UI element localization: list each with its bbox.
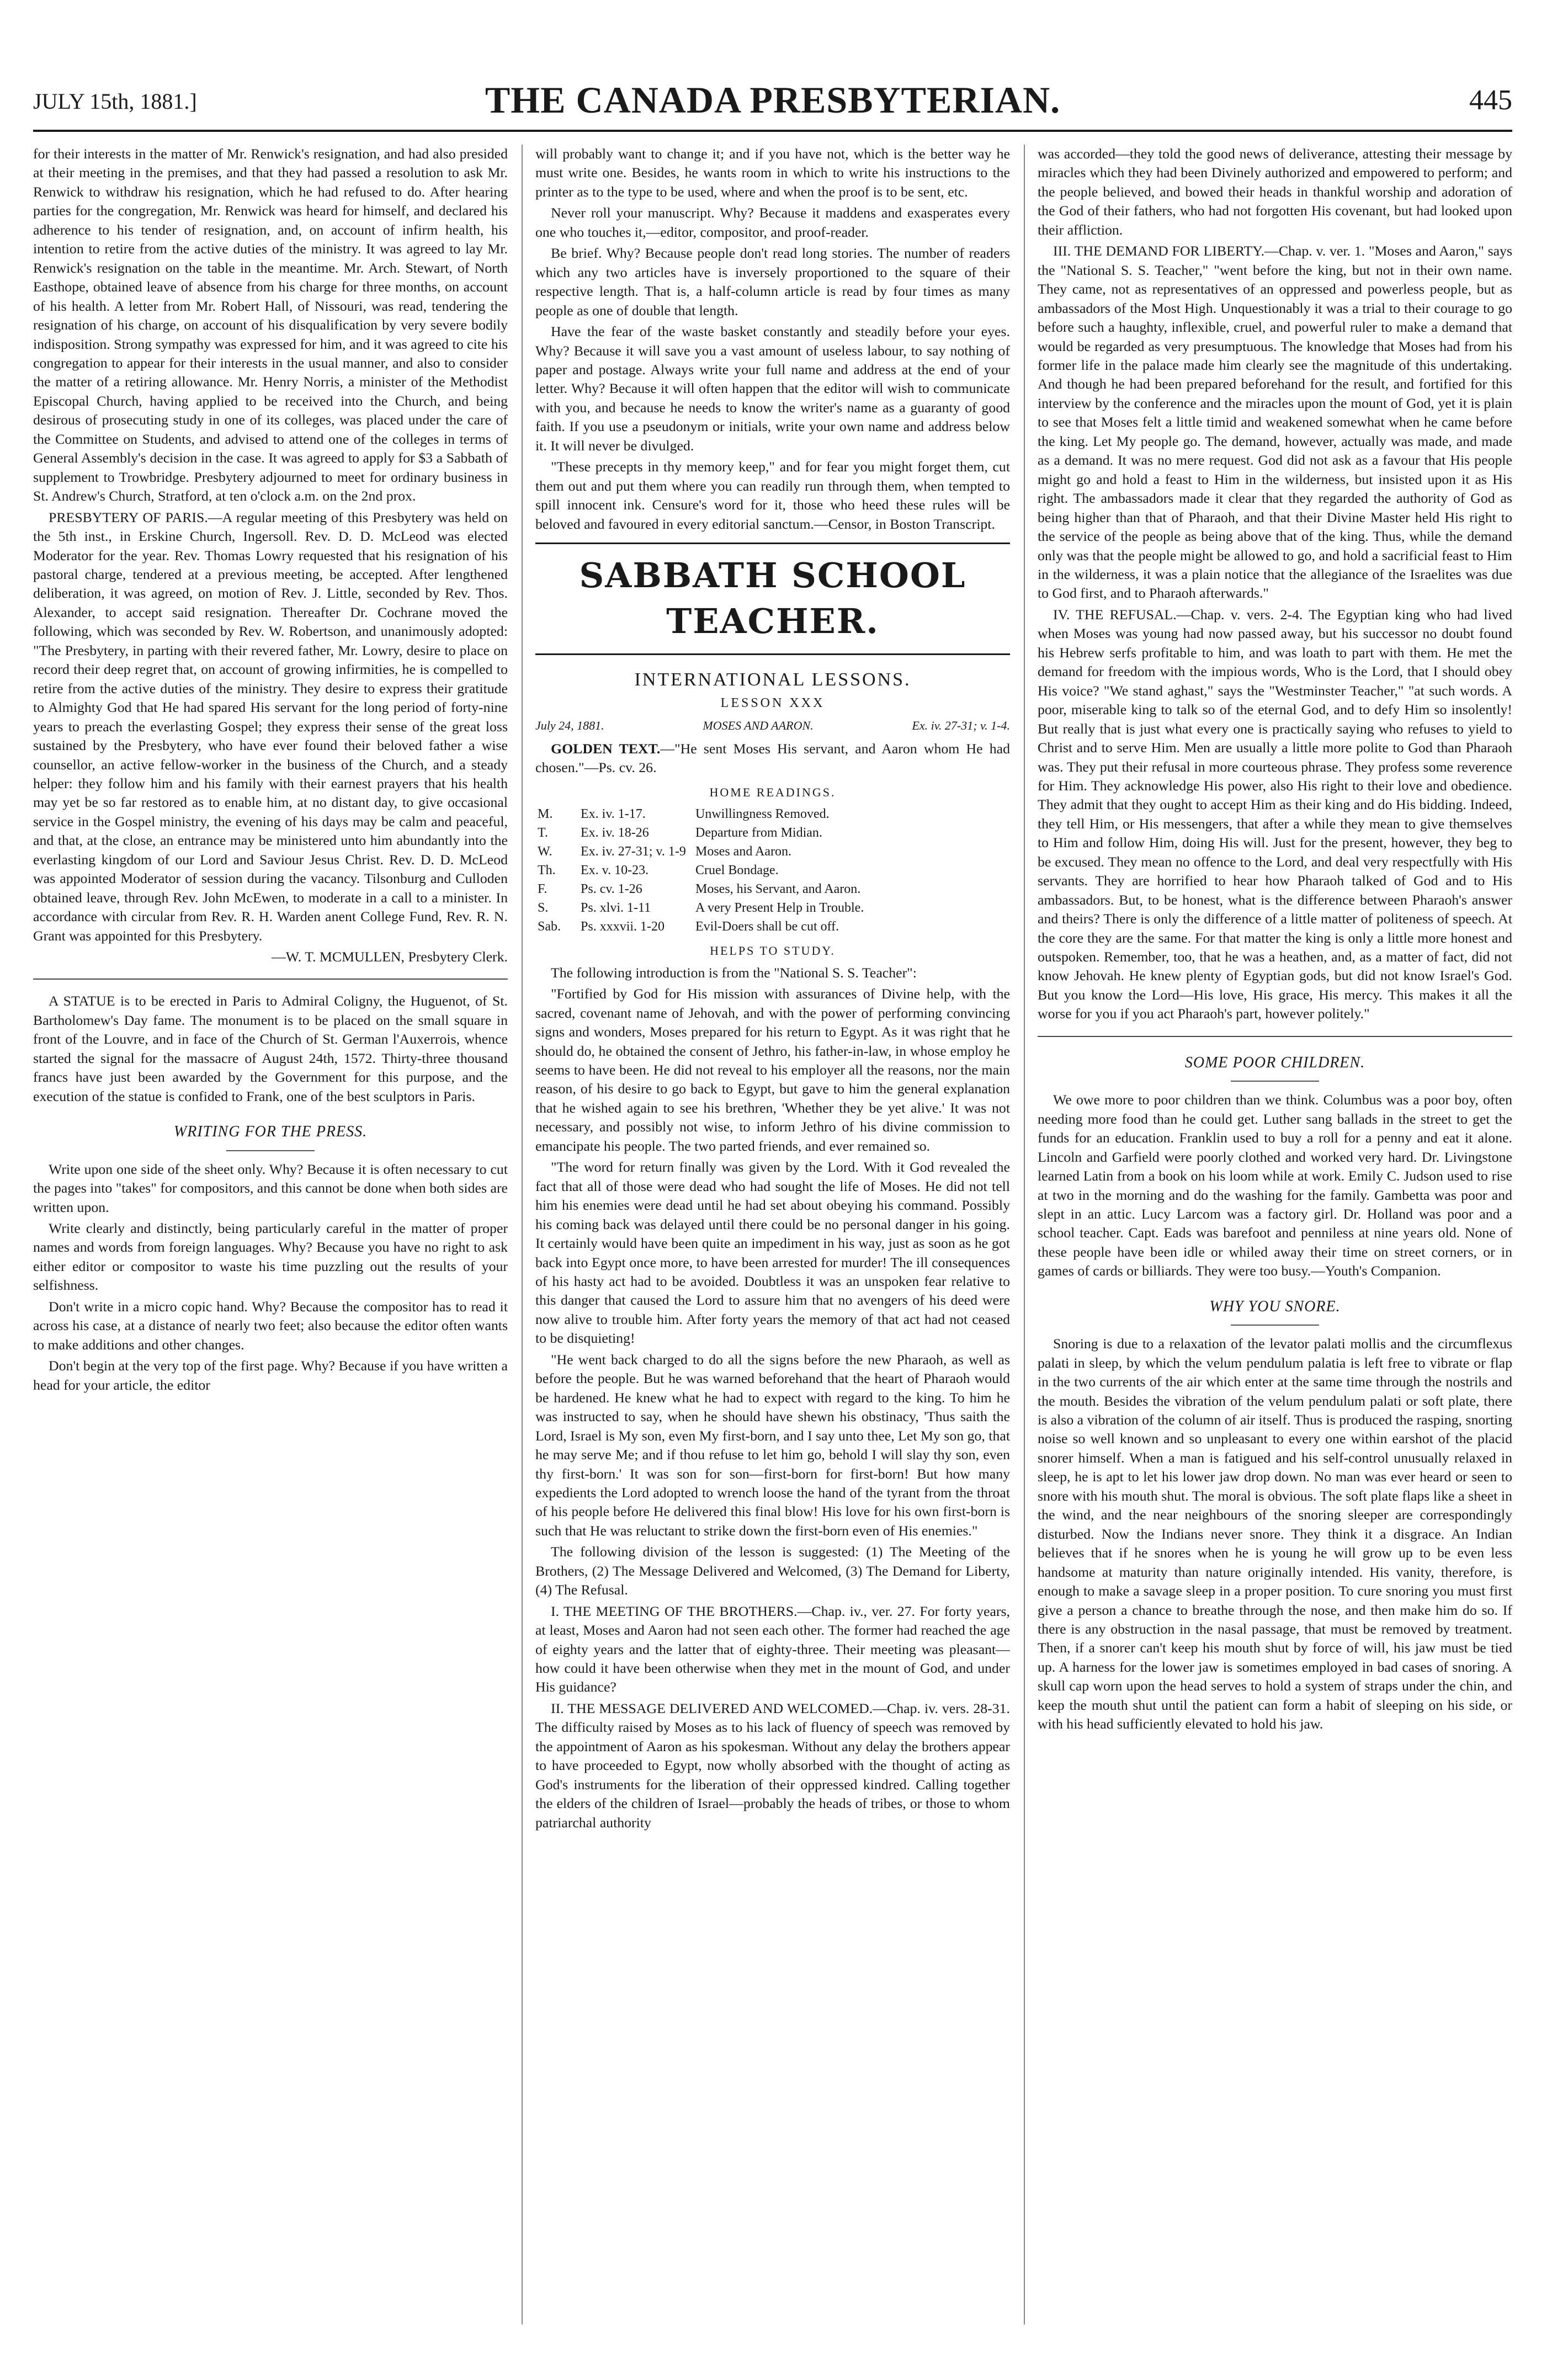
page-header (33, 77, 1512, 121)
reading-ref: Ex. iv. 1-17. (581, 806, 646, 821)
heading-rule (1231, 1081, 1319, 1082)
reading-title: Unwillingness Removed. (695, 806, 830, 821)
reading-row (535, 880, 1010, 898)
reading-title: Departure from Midian. (695, 825, 822, 840)
column-2 (535, 145, 1010, 2325)
reading-day: Sab. (538, 919, 561, 934)
golden-text-label: GOLDEN TEXT. (551, 740, 661, 757)
reading-title: Moses, his Servant, and Aaron. (695, 882, 861, 897)
page-number: 445 (1469, 84, 1512, 116)
paragraph: Write clearly and distinctly, being particularly careful in the matter of proper names and words from foreign languages. Why? Because you have no right to ask either editor or compositor to waste his time puzzling out the results of your selfishness. (33, 1220, 508, 1294)
lesson-reference: Ex. iv. 27-31; v. 1-4. (912, 719, 1010, 733)
paragraph: We owe more to poor children than we think. Columbus was a poor boy, often needing more food than he could get. Luther sang ballads in the street to get the funds for an education. Franklin used to buy a roll for a penny and eat it alone. Lincoln and Garfield were poorly clothed and worked very hard. Dr. Livingstone learned Latin from a book on his loom while at work. Emily C. Judson used to rise at two in the morning and do the washing for the family. Gambetta was poor and slept in an attic. Lucy Larcom was a factory girl. Dr. Holland was poor and a school teacher. Capt. Eads was barefoot and penniless at nine years old. None of these people have been idle or whiled away their time on street corners, or in games of cards or billiards. They were too busy.—Youth's Companion. (1038, 1092, 1512, 1279)
reading-ref: Ps. cv. 1-26 (581, 882, 642, 897)
column-divider-1 (522, 145, 523, 2325)
golden-text-body: —"He sent Moses His servant, and Aaron whom He had chosen."—Ps. cv. 26. (535, 740, 1010, 776)
paragraph: "Fortified by God for His mission with assurances of Divine help, with the sacred, covenant name of Jehovah, and with the power of performing convincing signs and wonders, Moses prepared for his return to Egypt. As it was right that he should do, he obtained the consent of Jethro, his father-in-law, in whose employ he seems to have been. He did not reveal to his employer all the reasons, nor the main reason, of his desire to go back to Egypt, but gave to him the general explanation that he wished again to see his brethren, 'Whether they be yet alive.' It was not necessary, and possibly not wise, to inform Jethro of his divine commission to emancipate his people. The two parted friends, and ever remained so. (535, 986, 1010, 1154)
paragraph: Write upon one side of the sheet only. Why? Because it is often necessary to cut the pages into "takes" for compositors, and this cannot be done when both sides are written upon. (33, 1161, 508, 1215)
reading-day: W. (538, 844, 552, 859)
paragraph: "The word for return finally was given by the Lord. With it God revealed the fact that all of those were dead who had sought the life of Moses. He did not tell him his enemies were dead until he had set about obeying his command. Possibly his coming back was delayed until there could be no personal danger in his going. It certainly would have been quite an impediment in his way, just as soon as he got back into Egypt once more, to have been arrested for murder! The ill consequences of his hasty act had to be avoided. Doubtless it was an unspoken fear relative to this danger that caused the Lord to assure him that no avengers of his deed were now alive to trouble him. After forty years the memory of that act had not ceased to be disquieting! (535, 1159, 1010, 1347)
column-divider-2 (1024, 145, 1025, 2325)
paragraph: Don't write in a micro copic hand. Why? Because the compositor has to read it across his case, at a distance of nearly two feet; also because the editor often wants to make additions and other changes. (33, 1298, 508, 1353)
paragraph: PRESBYTERY OF PARIS.—A regular meeting of this Presbytery was held on the 5th inst., in Erskine Church, Ingersoll. Rev. D. D. McLeod was elected Moderator for the year. Rev. Thomas Lowry requested that his resignation of his pastoral charge, tendered at a previous meeting, be accepted. After lengthened deliberation, it was agreed, on motion of Rev. J. Little, seconded by Rev. Thos. Alexander, to accept said resignation. Thereafter Dr. Cochrane moved the following, which was seconded by Rev. W. Robertson, and unanimously adopted: "The Presbytery, in parting with their revered father, Mr. Lowry, desire to place on record their deep regret that, on account of growing infirmities, he is compelled to retire from the active duties of the ministry. They desire to express their gratitude to Almighty God that He had spared His servant for the long period of forty-nine years to preach the everlasting Gospel; they express their sense of the great loss sustained by the Presbytery, who have ever found their beloved father a wise counsellor, an active fellow-worker in the business of the Church, and a steady helper: they follow him and his family with their earnest prayers that his health may yet be so far restored as to enable him, at no distant day, to give occasional service in the Gospel ministry, the evening of his days may be calm and peaceful, and that, at the close, an entrance may be ministered unto him abundantly into the everlasting kingdom of our Lord and Saviour Jesus Christ. Rev. D. D. McLeod was appointed Moderator of session during the vacancy. Tilsonburg and Culloden obtained leave, through Rev. John McEwen, to moderate in a call to a minister. In accordance with circular from Rev. R. H. Warden anent College Fund, Rev. R. N. Grant was appointed for this Presbytery. (33, 509, 508, 944)
reading-row (535, 917, 1010, 936)
lesson-number: LESSON XXX (720, 696, 825, 711)
reading-row (535, 823, 1010, 842)
section-heading: SOME POOR CHILDREN. (1184, 1054, 1365, 1071)
reading-title: Cruel Bondage. (695, 863, 779, 878)
section-heading: WHY YOU SNORE. (1209, 1297, 1341, 1315)
paragraph: I. THE MEETING OF THE BROTHERS.—Chap. iv., ver. 27. For forty years, at least, Moses and Aaron had not seen each other. The former had reached the age of eighty years and the latter that of eighty-three. Their meeting was pleasant—how could it have been otherwise when they met in the mount of God, and under His guidance? (535, 1603, 1010, 1695)
reading-ref: Ps. xxxvii. 1-20 (581, 919, 665, 934)
heading-rule (1231, 1325, 1319, 1326)
paragraph: for their interests in the matter of Mr. Renwick's resignation, and had also presided at their meeting in the premises, and that they had passed a resolution to ask Mr. Renwick to withdraw his resignation, which he had refused to do. After hearing parties for the congregation, Mr. Renwick was heard for himself, and declared his adherence to his tender of resignation, and, on account of infirm health, his intention to retire from the active duties of the ministry. It was agreed to lay Mr. Renwick's resignation on the table in the meantime. Mr. Arch. Stewart, of North Easthope, obtained leave of absence from his charge for three months, on account of his health. A letter from Mr. Robert Hall, of Nissouri, was read, tendering the resignation of his charge, on account of his disqualification by very severe bodily indisposition. Strong sympathy was expressed for him, and it was agreed to cite his congregation to appear for their interests in the usual manner, and also to consider the matter of a retiring allowance. Mr. Henry Norris, a minister of the Methodist Episcopal Church, having applied to be received into the Church, and being desirous of prosecuting study in one of its colleges, was placed under the care of the Committee on Students, and advised to attend one of the colleges in terms of General Assembly's decision in the case. It was agreed to apply for $3 a Sabbath of supplement to Trowbridge. Presbytery adjourned to meet for ordinary business in St. Andrew's Church, Stratford, at ten o'clock a.m. on the 2nd prox. (33, 146, 508, 504)
sabbath-school-banner: SABBATH SCHOOL TEACHER. (535, 543, 1010, 655)
reading-row (535, 861, 1010, 880)
lesson-name: MOSES AND AARON. (703, 719, 814, 733)
reading-day: F. (538, 882, 548, 897)
paragraph: will probably want to change it; and if you have not, which is the better way he must write one. Besides, he wants room in which to write his instructions to the printer as to the type to be used, where and when the proof is to be sent, etc. (535, 146, 1010, 200)
column-3 (1038, 145, 1512, 2325)
lesson-info (535, 717, 1010, 733)
paragraph: Be brief. Why? Because people don't read long stories. The number of readers which any two articles have is inversely proportioned to the square of their respective length. That is, a half-column article is read by four times as many people as one of double that length. (535, 245, 1010, 318)
section-heading: WRITING FOR THE PRESS. (173, 1123, 368, 1141)
paragraph: The following introduction is from the "National S. S. Teacher": (551, 964, 917, 981)
reading-row (535, 805, 1010, 823)
paragraph: "These precepts in thy memory keep," and for fear you might forget them, cut them out and put them where you can readily run through them, when tempted to spill innocent ink. Censure's word for it, those who heed these rules will be beloved and favoured in every editorial sanctum.—Censor, in Boston Transcript. (535, 459, 1010, 532)
reading-title: Moses and Aaron. (695, 844, 791, 859)
paragraph: "He went back charged to do all the signs before the new Pharaoh, as well as before the people. But he was warned beforehand that the heart of Pharaoh would be hardened. He knew what he had to expect with regard to the king. To him he was instructed to say, when he should have shewn his obstinacy, 'Thus saith the Lord, Israel is My son, even My first-born, and I say unto thee, Let My son go, that he may serve Me; and if thou refuse to let him go, behold I will slay thy son, even thy first-born.' It was son for son—first-born for first-born! But how many expedients the Lord adopted to wrench loose the hand of the tyrant from the throat of his people before He delivered this final blow! His love for his own first-born is such that He was reluctant to strike down the first-born even of His enemies." (535, 1351, 1010, 1539)
section-divider (33, 978, 508, 980)
reading-title: Evil-Doers shall be cut off. (695, 919, 839, 934)
paragraph: A STATUE is to be erected in Paris to Admiral Coligny, the Huguenot, of St. Bartholomew's Day fame. The monument is to be placed on the small square in front of the Louvre, and in face of the Church of St. German l'Auxerrois, whence started the signal for the massacre of August 24th, 1572. Thirty-three thousand francs have just been awarded by the Government for this purpose, and the execution of the statue is confided to Frank, one of the best sculptors in Paris. (33, 993, 508, 1104)
home-readings-title: HOME READINGS. (709, 785, 836, 799)
paragraph: IV. THE REFUSAL.—Chap. v. vers. 2-4. The Egyptian king who had lived when Moses was young had now passed away, but his successor no doubt found his Hebrew serfs profitable to him, and was loath to part with them. He met the demand for freedom with the impious words, Who is the Lord, that I should obey His voice? "We stand aghast," says the "Westminster Teacher," "at such words. A poor, miserable king to talk so of the eternal God, and to defy Him so insolently! But really that is just what every one is practically saying who refuses to yield to Christ and to serve Him. Men are usually a little more polite to God than Pharaoh was. They put their refusal in more courteous phrase. They profess some reverence for Him. They acknowledge His power, also His right to their love and obedience. They admit that they ought to accept Him as their king and do His bidding. Indeed, they tell Him, or His messengers, that after a while they mean to give themselves to Him and follow Him, doing His will. Just for the present, however, they beg to be excused. They mean no offence to the Lord, and deal very respectfully with His servants. They are horrified to hear how Pharaoh talked of God and to His ambassadors. But, to be honest, what is the difference between Pharaoh's answer and theirs? There is only the difference of a little matter of politeness of speech. At the core they are the same. For that matter the king is only a little more honest and outspoken. Remember, too, that he was a heathen, and, as a matter of fact, did not know Jehovah. He knew plenty of Egyptian gods, but did not know Israel's God. But you know the Lord—His love, His grace, His mercy. This makes it all the worse for you if you act Pharaoh's part, however politely." (1038, 606, 1512, 1022)
reading-title: A very Present Help in Trouble. (695, 901, 864, 916)
paragraph: The following division of the lesson is suggested: (1) The Meeting of the Brothers, (2) The Message Delivered and Welcomed, (3) The Demand for Liberty, (4) The Refusal. (535, 1544, 1010, 1598)
paragraph: Never roll your manuscript. Why? Because it maddens and exasperates every one who touches it,—editor, compositor, and proof-reader. (535, 205, 1010, 240)
reading-day: T. (538, 825, 548, 840)
reading-day: S. (538, 901, 549, 916)
issue-date: JULY 15th, 1881.] (33, 89, 197, 114)
home-readings-table (535, 805, 1010, 936)
paragraph: was accorded—they told the good news of deliverance, attesting their message by miracles which they had been Divinely authorized and empowered to perform; and the people believed, and bowed their heads in thankful worship and adoration of the God of their fathers, who had not forgotten His covenant, but had looked upon their affliction. (1038, 146, 1512, 238)
lesson-date: July 24, 1881. (535, 719, 604, 733)
reading-day: Th. (538, 863, 556, 878)
reading-day: M. (538, 806, 553, 821)
signature: —W. T. MCMULLEN, Presbytery Clerk. (271, 949, 508, 965)
column-1 (33, 145, 508, 2325)
reading-row (535, 898, 1010, 917)
paragraph: Don't begin at the very top of the first page. Why? Because if you have written a head for your article, the editor (33, 1358, 508, 1393)
reading-row (535, 842, 1010, 861)
reading-ref: Ex. iv. 18-26 (581, 825, 649, 840)
paragraph: Have the fear of the waste basket constantly and steadily before your eyes. Why? Because it will save you a vast amount of useless labour, to say nothing of paper and postage. Always write your full name and address at the end of your letter. Why? Because it will often happen that the editor will wish to communicate with you, and because he needs to know the writer's name as a guaranty of good faith. If you use a pseudonym or initials, write your own name and address below it. It will never be divulged. (535, 323, 1010, 454)
heading-rule (226, 1150, 315, 1151)
reading-ref: Ex. iv. 27-31; v. 1-9 (581, 844, 686, 859)
reading-ref: Ex. v. 10-23. (581, 863, 649, 878)
paragraph: II. THE MESSAGE DELIVERED AND WELCOMED.—Chap. iv. vers. 28-31. The difficulty raised by Moses as to his lack of fluency of speech was removed by the appointment of Aaron as his spokesman. Without any delay the brothers appear to have proceeded to Egypt, now wholly absorbed with the thought of acting as God's instruments for the liberation of their oppressed kindred. Calling together the elders of the children of Israel—probably the heads of tribes, or those to whom patriarchal authority (535, 1700, 1010, 1831)
lessons-title: INTERNATIONAL LESSONS. (634, 669, 911, 690)
section-divider (1038, 1036, 1512, 1037)
newspaper-title: THE CANADA PRESBYTERIAN. (485, 79, 1061, 121)
golden-text (535, 740, 1010, 778)
paragraph: III. THE DEMAND FOR LIBERTY.—Chap. v. ver. 1. "Moses and Aaron," says the "National S. S. Teacher," "went before the king, but not in their own name. They came, not as representatives of an oppressed and powerless people, but as ambassadors of the Most High. Unquestionably it was a trial to their courage to go before such a haughty, inflexible, cruel, and powerful ruler to make a demand that would be regarded as very presumptuous. The knowledge that Moses had from his former life in the palace made him clearly see the magnitude of this undertaking. And though he had been prepared beforehand for the result, and fortified for this interview by the conference and the miracles upon the mount of God, yet it is plain to see that Moses felt a little timid and weakened somewhat when he came before the king. Let My people go. The demand, however, actually was made, and made as a demand. It was no mere request. God did not ask as a favour that His people might go and hold a feast to Him in the wilderness, but insisted upon it as His right. The ambassadors made it clear that they regarded the authority of God as being higher than that of Pharaoh, and that their Divine Master held His right to the service of the people as being above that of the king. Thus, while the demand only was that the people might be allowed to go, and hold a sacrificial feast to Him in the wilderness, it was a plain notice that the allegiance of the Israelites was due to God first, and to Pharaoh afterwards." (1038, 243, 1512, 602)
reading-ref: Ps. xlvi. 1-11 (581, 901, 651, 916)
paragraph: Snoring is due to a relaxation of the levator palati mollis and the circumflexus palati in sleep, by which the velum pendulum palatia is left free to vibrate or flap in the two currents of the air which enter at the same time through the nostrils and the mouth. Besides the vibration of the velum pendulum palati or soft plate, there is also a vibration of the column of air itself. Thus is produced the rasping, snorting noise so well known and so unpleasant to every one within earshot of the placid snorer himself. When a man is fatigued and his self-control unusually relaxed in sleep, he is apt to let his lower jaw drop down. No man was ever heard or seen to snore with his mouth shut. The moral is obvious. The soft plate flaps like a sheet in the wind, and the near neighbours of the snoring sleeper are correspondingly disturbed. Now the Indians never snore. They think it a disgrace. An Indian believes that if he snores when he is young he will grow up to be even less handsome at maturity than nature originally intended. His vanity, therefore, is enough to make a savage sleep in a proper position. To cure snoring you must first give a person a chance to breathe through the nose, and then make him do so. If there is any obstruction in the nasal passage, that must be removed by treatment. Then, if a snorer can't keep his mouth shut by force of will, his jaw must be tied up. A harness for the lower jaw is sometimes employed in bad cases of snoring. A skull cap worn upon the head serves to hold a system of straps under the chin, and keep the mouth shut until the patient can form a habit of sleeping on his side, or with his head sufficiently elevated to hold his jaw. (1038, 1336, 1512, 1732)
helps-title: HELPS TO STUDY. (710, 944, 836, 958)
header-rule (33, 130, 1512, 132)
